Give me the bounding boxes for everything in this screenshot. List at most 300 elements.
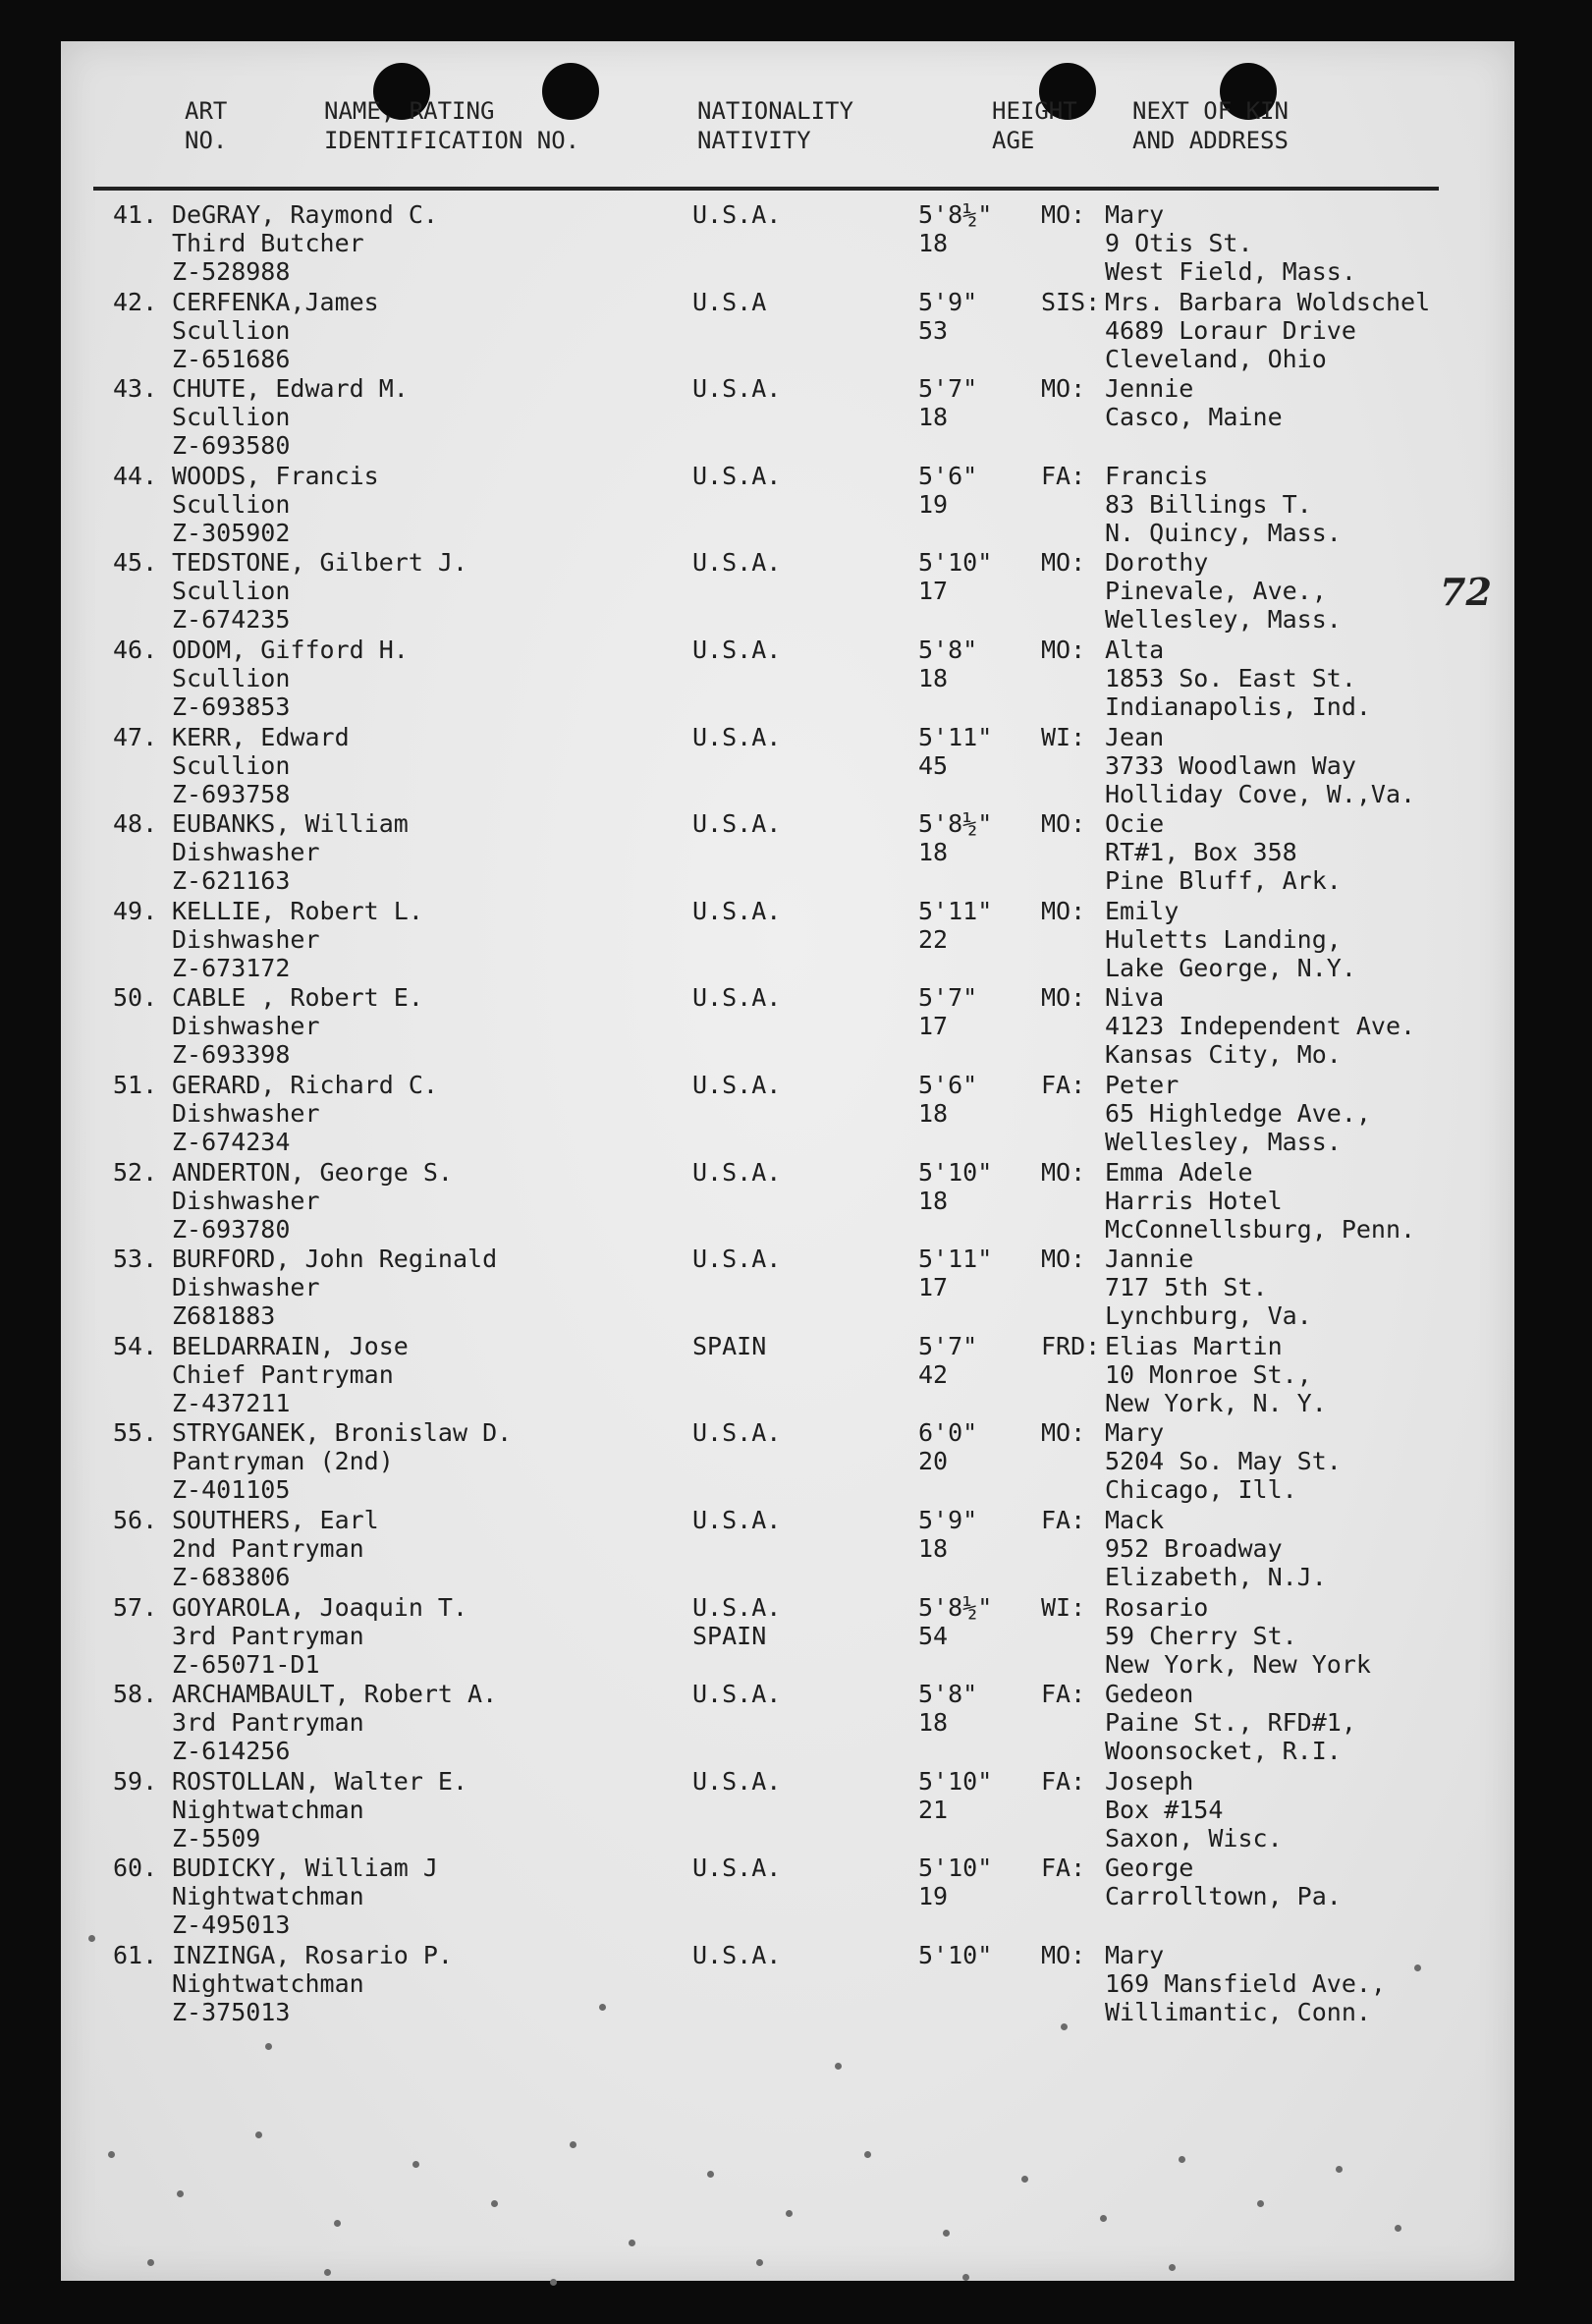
art-no xyxy=(113,1854,172,1882)
dust-speck xyxy=(1179,2156,1185,2163)
nationality xyxy=(692,983,850,1012)
nationality xyxy=(692,1941,850,1969)
dust-speck xyxy=(1061,2023,1068,2030)
name-rating-id xyxy=(172,636,663,721)
nationality-line: SPAIN xyxy=(692,1331,767,1360)
art-no xyxy=(113,1767,172,1796)
dust-speck xyxy=(1395,2225,1401,2232)
next-of-kin-address-line: Dorothy xyxy=(1105,548,1209,578)
name-rating-id-line: BUDICKY, William J xyxy=(172,1854,438,1883)
art-no-line: 59. xyxy=(113,1766,158,1796)
kin-relation-line: FRD: xyxy=(1041,1331,1101,1360)
kin-relation-line: MO: xyxy=(1041,983,1086,1013)
name-rating-id-line: Z-674234 xyxy=(172,1128,291,1156)
name-rating-id xyxy=(172,1854,663,1939)
height-age-line: 54 xyxy=(918,1621,949,1650)
next-of-kin-address xyxy=(1105,897,1517,982)
name-rating-id xyxy=(172,809,663,895)
art-no-line: 54. xyxy=(113,1331,158,1360)
kin-relation xyxy=(1041,809,1100,838)
kin-relation xyxy=(1041,723,1100,751)
height-age xyxy=(918,1593,1036,1650)
name-rating-id-line: CABLE , Robert E. xyxy=(172,983,423,1013)
height-age xyxy=(918,288,1036,345)
page-number: 72 xyxy=(1440,570,1492,614)
name-rating-id-line: Z-693398 xyxy=(172,1040,291,1070)
name-rating-id-line: EUBANKS, William xyxy=(172,809,409,839)
name-rating-id-line: CERFENKA,James xyxy=(172,287,379,316)
nationality-line: SPAIN xyxy=(692,1621,767,1650)
name-rating-id-line: Third Butcher xyxy=(172,229,364,257)
kin-relation-line: WI: xyxy=(1041,1592,1086,1622)
header-line: NATIONALITY xyxy=(697,97,853,125)
nationality xyxy=(692,1593,850,1650)
nationality xyxy=(692,897,850,925)
dust-speck xyxy=(412,2161,419,2168)
kin-relation xyxy=(1041,1071,1100,1099)
next-of-kin-address-line: Saxon, Wisc. xyxy=(1105,1823,1283,1853)
height-age-line: 5'8½" xyxy=(918,809,993,839)
next-of-kin-address-line: Willimantic, Conn. xyxy=(1105,1998,1371,2026)
crew-row xyxy=(0,1854,1592,1941)
dust-speck xyxy=(1336,2166,1343,2173)
kin-relation xyxy=(1041,1593,1100,1622)
header-line: IDENTIFICATION NO. xyxy=(324,127,580,154)
art-no xyxy=(113,1245,172,1273)
height-age xyxy=(918,983,1036,1040)
name-rating-id xyxy=(172,1158,663,1244)
next-of-kin-address xyxy=(1105,374,1517,431)
next-of-kin-address-line: Jennie xyxy=(1105,374,1194,404)
name-rating-id-line: Z-401105 xyxy=(172,1475,291,1505)
next-of-kin-address-line: Casco, Maine xyxy=(1105,403,1283,432)
height-age-line: 17 xyxy=(918,577,949,606)
next-of-kin-address xyxy=(1105,1158,1517,1244)
height-age-line: 45 xyxy=(918,750,949,780)
name-rating-id-line: Z-693853 xyxy=(172,692,291,721)
kin-relation xyxy=(1041,288,1100,316)
nationality-line: U.S.A. xyxy=(692,1592,782,1622)
next-of-kin-address-line: Kansas City, Mo. xyxy=(1105,1040,1342,1070)
name-rating-id xyxy=(172,1245,663,1330)
name-rating-id-line: GERARD, Richard C. xyxy=(172,1071,438,1099)
art-no xyxy=(113,462,172,490)
next-of-kin-address-line: 4689 Loraur Drive xyxy=(1105,315,1356,345)
height-age xyxy=(918,1767,1036,1824)
height-age xyxy=(918,1158,1036,1215)
next-of-kin-address-line: McConnellsburg, Penn. xyxy=(1105,1214,1416,1244)
next-of-kin-address-line: Mrs. Barbara Woldschel xyxy=(1105,287,1431,316)
next-of-kin-address-line: 169 Mansfield Ave., xyxy=(1105,1969,1386,1998)
nationality-line: U.S.A. xyxy=(692,1418,782,1448)
kin-relation-line: FA: xyxy=(1041,1071,1086,1099)
next-of-kin-address-line: West Field, Mass. xyxy=(1105,257,1356,286)
nationality xyxy=(692,1680,850,1708)
dust-speck xyxy=(707,2171,714,2178)
next-of-kin-address-line: Joseph xyxy=(1105,1766,1194,1796)
name-rating-id xyxy=(172,1593,663,1679)
name-rating-id-line: Dishwasher xyxy=(172,838,320,867)
nationality-line: U.S.A. xyxy=(692,1245,782,1274)
next-of-kin-address-line: Wellesley, Mass. xyxy=(1105,1128,1342,1156)
kin-relation xyxy=(1041,462,1100,490)
height-age-line: 18 xyxy=(918,1186,949,1215)
nationality-line: U.S.A. xyxy=(692,461,782,490)
name-rating-id-line: Z-5509 xyxy=(172,1823,261,1853)
next-of-kin-address-line: Huletts Landing, xyxy=(1105,924,1342,954)
height-age-line: 18 xyxy=(918,1099,949,1128)
kin-relation-line: MO: xyxy=(1041,1245,1086,1274)
kin-relation xyxy=(1041,1506,1100,1534)
next-of-kin-address-line: New York, N. Y. xyxy=(1105,1388,1327,1417)
kin-relation xyxy=(1041,1854,1100,1882)
next-of-kin-address-line: Harris Hotel xyxy=(1105,1186,1283,1215)
kin-relation-line: FA: xyxy=(1041,1506,1086,1534)
name-rating-id-line: Nightwatchman xyxy=(172,1969,364,1998)
dust-speck xyxy=(1100,2215,1107,2222)
next-of-kin-address-line: Wellesley, Mass. xyxy=(1105,605,1342,635)
nationality-line: U.S.A. xyxy=(692,1766,782,1796)
art-no xyxy=(113,1593,172,1622)
height-age-line: 5'10" xyxy=(918,1766,993,1796)
nationality xyxy=(692,809,850,838)
next-of-kin-address-line: Ocie xyxy=(1105,809,1165,839)
dust-speck xyxy=(835,2063,842,2070)
name-rating-id xyxy=(172,462,663,547)
name-rating-id xyxy=(172,897,663,982)
next-of-kin-address-line: RT#1, Box 358 xyxy=(1105,838,1297,867)
name-rating-id-line: Z-693780 xyxy=(172,1214,291,1244)
name-rating-id-line: Z-651686 xyxy=(172,344,291,373)
name-rating-id-line: Z-693758 xyxy=(172,779,291,808)
next-of-kin-address xyxy=(1105,548,1517,634)
crew-row xyxy=(0,1245,1592,1332)
height-age xyxy=(918,200,1036,257)
name-rating-id-line: ODOM, Gifford H. xyxy=(172,636,409,664)
kin-relation-line: MO: xyxy=(1041,809,1086,839)
height-age-line: 18 xyxy=(918,838,949,867)
next-of-kin-address-line: Alta xyxy=(1105,636,1165,664)
next-of-kin-address-line: Chicago, Ill. xyxy=(1105,1475,1297,1505)
height-age-line: 18 xyxy=(918,1708,949,1738)
next-of-kin-address-line: 9 Otis St. xyxy=(1105,229,1253,257)
name-rating-id-line: Dishwasher xyxy=(172,1012,320,1041)
kin-relation xyxy=(1041,1332,1100,1360)
next-of-kin-address xyxy=(1105,1680,1517,1765)
name-rating-id-line: Z-528988 xyxy=(172,257,291,286)
next-of-kin-address xyxy=(1105,462,1517,547)
nationality-line: U.S.A. xyxy=(692,1680,782,1709)
name-rating-id-line: Pantryman (2nd) xyxy=(172,1447,394,1476)
height-age-line: 5'10" xyxy=(918,548,993,578)
kin-relation xyxy=(1041,548,1100,577)
dust-speck xyxy=(324,2269,331,2276)
next-of-kin-address xyxy=(1105,1854,1517,1910)
name-rating-id-line: DeGRAY, Raymond C. xyxy=(172,200,438,229)
height-age-line: 5'8½" xyxy=(918,1592,993,1622)
art-no-line: 53. xyxy=(113,1245,158,1274)
name-rating-id-line: WOODS, Francis xyxy=(172,461,379,490)
height-age-line: 5'9" xyxy=(918,1506,978,1534)
next-of-kin-address-line: Woonsocket, R.I. xyxy=(1105,1737,1342,1766)
crew-row xyxy=(0,1332,1592,1419)
name-rating-id-line: Scullion xyxy=(172,315,291,345)
dust-speck xyxy=(334,2220,341,2227)
art-no xyxy=(113,723,172,751)
art-no-line: 52. xyxy=(113,1157,158,1187)
height-age-line: 17 xyxy=(918,1012,949,1041)
name-rating-id xyxy=(172,1767,663,1853)
crew-row xyxy=(0,374,1592,462)
dust-speck xyxy=(1414,1964,1421,1971)
kin-relation-line: FA: xyxy=(1041,1766,1086,1796)
name-rating-id xyxy=(172,548,663,634)
dust-speck xyxy=(864,2151,871,2158)
crew-row xyxy=(0,1680,1592,1767)
height-age-line: 5'11" xyxy=(918,722,993,751)
next-of-kin-address-line: 1853 So. East St. xyxy=(1105,664,1356,692)
art-no-line: 50. xyxy=(113,983,158,1013)
height-age-line: 18 xyxy=(918,403,949,432)
kin-relation-line: FA: xyxy=(1041,1680,1086,1709)
height-age xyxy=(918,1506,1036,1563)
nationality-line: U.S.A. xyxy=(692,1157,782,1187)
art-no xyxy=(113,1071,172,1099)
next-of-kin-address-line: 10 Monroe St., xyxy=(1105,1359,1312,1389)
header-line: NEXT OF KIN xyxy=(1132,97,1289,125)
art-no xyxy=(113,1158,172,1187)
nationality xyxy=(692,1332,850,1360)
dust-speck xyxy=(265,2043,272,2050)
art-no-line: 56. xyxy=(113,1506,158,1534)
nationality xyxy=(692,548,850,577)
next-of-kin-address-line: Elizabeth, N.J. xyxy=(1105,1563,1327,1591)
name-rating-id-line: Scullion xyxy=(172,664,291,692)
height-age-line: 18 xyxy=(918,1534,949,1563)
next-of-kin-address-line: Elias Martin xyxy=(1105,1331,1283,1360)
name-rating-id-line: Z-614256 xyxy=(172,1737,291,1766)
dust-speck xyxy=(756,2259,763,2266)
art-no-line: 58. xyxy=(113,1680,158,1709)
crew-row xyxy=(0,1158,1592,1245)
art-no xyxy=(113,1941,172,1969)
name-rating-id-line: Nightwatchman xyxy=(172,1795,364,1824)
height-age xyxy=(918,1332,1036,1389)
header-line: NATIVITY xyxy=(697,127,811,154)
kin-relation-line: FA: xyxy=(1041,461,1086,490)
height-age xyxy=(918,548,1036,605)
art-no xyxy=(113,1506,172,1534)
kin-relation xyxy=(1041,897,1100,925)
next-of-kin-address-line: Mary xyxy=(1105,1418,1165,1448)
name-rating-id-line: ARCHAMBAULT, Robert A. xyxy=(172,1680,498,1709)
nationality xyxy=(692,374,850,403)
height-age-line: 20 xyxy=(918,1447,949,1476)
next-of-kin-address-line: Pinevale, Ave., xyxy=(1105,577,1327,606)
kin-relation xyxy=(1041,983,1100,1012)
next-of-kin-address-line: Mary xyxy=(1105,200,1165,229)
kin-relation-line: MO: xyxy=(1041,374,1086,404)
kin-relation xyxy=(1041,1680,1100,1708)
next-of-kin-address-line: Francis xyxy=(1105,461,1209,490)
next-of-kin-address-line: Holliday Cove, W.,Va. xyxy=(1105,779,1416,808)
next-of-kin-address-line: Carrolltown, Pa. xyxy=(1105,1882,1342,1911)
name-rating-id-line: ROSTOLLAN, Walter E. xyxy=(172,1766,468,1796)
nationality-line: U.S.A. xyxy=(692,1854,782,1883)
art-no-line: 41. xyxy=(113,200,158,229)
kin-relation-line: MO: xyxy=(1041,548,1086,578)
kin-relation xyxy=(1041,1158,1100,1187)
next-of-kin-address-line: Cleveland, Ohio xyxy=(1105,344,1327,373)
nationality-line: U.S.A. xyxy=(692,983,782,1013)
height-age-line: 18 xyxy=(918,229,949,257)
name-rating-id xyxy=(172,1418,663,1504)
height-age-line: 17 xyxy=(918,1273,949,1302)
name-rating-id-line: Z-437211 xyxy=(172,1388,291,1417)
nationality-line: U.S.A. xyxy=(692,636,782,664)
next-of-kin-address xyxy=(1105,723,1517,808)
dust-speck xyxy=(108,2151,115,2158)
nationality xyxy=(692,1245,850,1273)
next-of-kin-address-line: Niva xyxy=(1105,983,1165,1013)
nationality xyxy=(692,1158,850,1187)
next-of-kin-address-line: 3733 Woodlawn Way xyxy=(1105,750,1356,780)
name-rating-id-line: Scullion xyxy=(172,489,291,519)
height-age xyxy=(918,636,1036,692)
next-of-kin-address xyxy=(1105,1767,1517,1853)
crew-row xyxy=(0,1506,1592,1593)
art-no xyxy=(113,288,172,316)
crew-row xyxy=(0,723,1592,810)
name-rating-id xyxy=(172,1332,663,1417)
crew-row xyxy=(0,1767,1592,1854)
name-rating-id xyxy=(172,983,663,1069)
next-of-kin-address-line: N. Quincy, Mass. xyxy=(1105,518,1342,547)
art-no-line: 60. xyxy=(113,1854,158,1883)
next-of-kin-address-line: Emma Adele xyxy=(1105,1157,1253,1187)
name-rating-id-line: 3rd Pantryman xyxy=(172,1708,364,1738)
name-rating-id-line: KELLIE, Robert L. xyxy=(172,896,423,925)
art-no-line: 57. xyxy=(113,1592,158,1622)
next-of-kin-address xyxy=(1105,983,1517,1069)
kin-relation-line: MO: xyxy=(1041,1941,1086,1969)
next-of-kin-address-line: Pine Bluff, Ark. xyxy=(1105,866,1342,896)
next-of-kin-address xyxy=(1105,1332,1517,1417)
name-rating-id xyxy=(172,1941,663,2026)
name-rating-id xyxy=(172,288,663,373)
crew-row xyxy=(0,1941,1592,2028)
name-rating-id-line: Z-375013 xyxy=(172,1998,291,2026)
height-age-line: 5'10" xyxy=(918,1941,993,1969)
crew-row xyxy=(0,548,1592,636)
next-of-kin-address-line: 59 Cherry St. xyxy=(1105,1621,1297,1650)
kin-relation-line: SIS: xyxy=(1041,287,1101,316)
kin-relation-line: MO: xyxy=(1041,896,1086,925)
dust-speck xyxy=(943,2230,950,2237)
dust-speck xyxy=(255,2131,262,2138)
next-of-kin-address-line: 65 Highledge Ave., xyxy=(1105,1099,1371,1128)
name-rating-id-line: Dishwasher xyxy=(172,1099,320,1128)
name-rating-id-line: STRYGANEK, Bronislaw D. xyxy=(172,1418,513,1448)
nationality-line: U.S.A. xyxy=(692,1506,782,1534)
kin-relation xyxy=(1041,1941,1100,1969)
art-no-line: 42. xyxy=(113,287,158,316)
height-age xyxy=(918,1245,1036,1301)
height-age-line: 19 xyxy=(918,489,949,519)
next-of-kin-address-line: Mack xyxy=(1105,1506,1165,1534)
dust-speck xyxy=(962,2274,969,2281)
header-line: ART xyxy=(185,97,228,125)
name-rating-id-line: INZINGA, Rosario P. xyxy=(172,1941,453,1969)
next-of-kin-address xyxy=(1105,288,1517,373)
name-rating-id-line: 2nd Pantryman xyxy=(172,1534,364,1563)
next-of-kin-address-line: Gedeon xyxy=(1105,1680,1194,1709)
nationality xyxy=(692,1418,850,1447)
name-rating-id-line: Z-65071-D1 xyxy=(172,1649,320,1679)
art-no xyxy=(113,983,172,1012)
height-age xyxy=(918,1680,1036,1737)
dust-speck xyxy=(1257,2200,1264,2207)
name-rating-id-line: ANDERTON, George S. xyxy=(172,1157,453,1187)
dust-speck xyxy=(1021,2176,1028,2183)
height-age-line: 5'8½" xyxy=(918,200,993,229)
next-of-kin-address xyxy=(1105,1941,1517,2026)
kin-relation-line: MO: xyxy=(1041,636,1086,664)
height-age xyxy=(918,809,1036,866)
crew-row xyxy=(0,636,1592,723)
next-of-kin-address xyxy=(1105,1418,1517,1504)
height-age-line: 6'0" xyxy=(918,1418,978,1448)
name-rating-id-line: Z-495013 xyxy=(172,1910,291,1940)
dust-speck xyxy=(599,2004,606,2011)
art-no xyxy=(113,897,172,925)
nationality-line: U.S.A. xyxy=(692,374,782,404)
dust-speck xyxy=(491,2200,498,2207)
next-of-kin-address-line: 4123 Independent Ave. xyxy=(1105,1012,1416,1041)
art-no-line: 51. xyxy=(113,1071,158,1099)
art-no-line: 44. xyxy=(113,461,158,490)
next-of-kin-address-line: Emily xyxy=(1105,896,1180,925)
kin-relation xyxy=(1041,200,1100,229)
next-of-kin-address xyxy=(1105,1593,1517,1679)
kin-relation-line: WI: xyxy=(1041,722,1086,751)
nationality-line: U.S.A. xyxy=(692,1071,782,1099)
height-age-line: 5'8" xyxy=(918,636,978,664)
name-rating-id-line: Z-673172 xyxy=(172,953,291,982)
next-of-kin-address-line: George xyxy=(1105,1854,1194,1883)
name-rating-id-line: Scullion xyxy=(172,577,291,606)
art-no-line: 48. xyxy=(113,809,158,839)
name-rating-id xyxy=(172,200,663,286)
next-of-kin-address xyxy=(1105,1245,1517,1330)
dust-speck xyxy=(1169,2264,1176,2271)
art-no xyxy=(113,1680,172,1708)
crew-row xyxy=(0,1593,1592,1681)
art-no-line: 49. xyxy=(113,896,158,925)
name-rating-id-line: CHUTE, Edward M. xyxy=(172,374,409,404)
name-rating-id-line: Dishwasher xyxy=(172,1186,320,1215)
next-of-kin-address-line: Indianapolis, Ind. xyxy=(1105,692,1371,721)
next-of-kin-address xyxy=(1105,200,1517,286)
height-age-line: 5'6" xyxy=(918,461,978,490)
art-no xyxy=(113,1418,172,1447)
next-of-kin-address-line: 717 5th St. xyxy=(1105,1273,1268,1302)
kin-relation xyxy=(1041,636,1100,664)
next-of-kin-address-line: New York, New York xyxy=(1105,1649,1371,1679)
nationality-line: U.S.A xyxy=(692,287,767,316)
name-rating-id xyxy=(172,1506,663,1591)
art-no-line: 45. xyxy=(113,548,158,578)
